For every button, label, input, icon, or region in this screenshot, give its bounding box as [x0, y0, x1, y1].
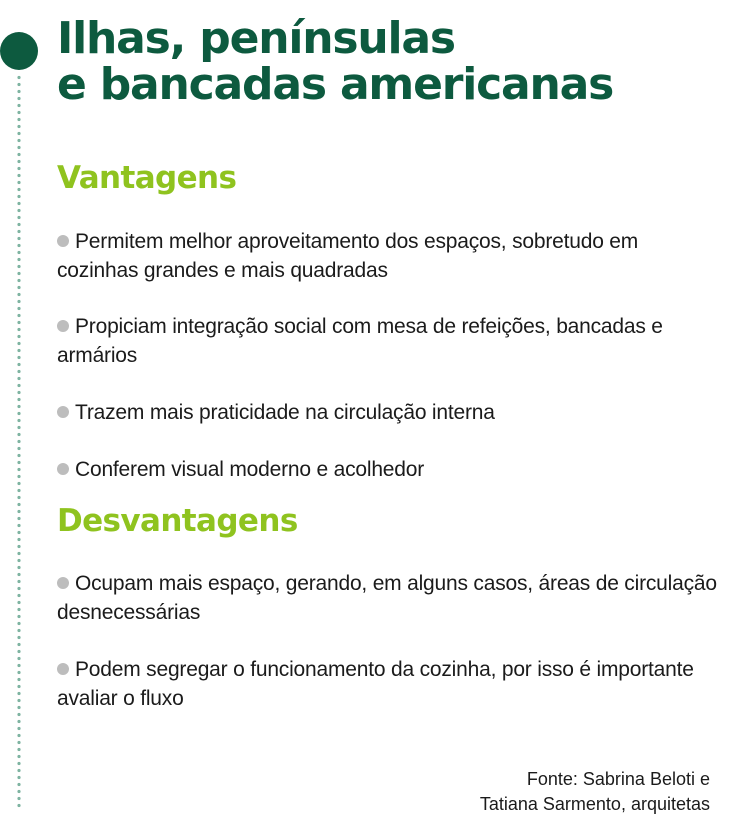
title-line-2: e bancadas americanas: [57, 59, 614, 110]
bullet-icon: [57, 406, 69, 418]
list-item-text: Trazem mais praticidade na circulação interna: [75, 401, 495, 424]
list-item-text: Ocupam mais espaço, gerando, em alguns casos, áreas de circulação desnecessárias: [57, 572, 717, 624]
title-line-1: Ilhas, penínsulas: [57, 13, 455, 64]
list-item-text: Permitem melhor aproveitamento dos espaços, sobretudo em cozinhas grandes e mais quadradas: [57, 230, 639, 282]
list-item-text: Propiciam integração social com mesa de refeições, bancadas e armários: [57, 315, 663, 367]
bullet-icon: [57, 235, 69, 247]
bullet-icon: [57, 320, 69, 332]
list-item: [57, 455, 717, 484]
bullet-icon: [57, 577, 69, 589]
bullet-icon: [57, 463, 69, 475]
timeline-dotted-line: [17, 74, 21, 810]
bullet-icon: [57, 663, 69, 675]
section-heading-desvantagens: Desvantagens: [57, 503, 298, 539]
source-credit: [480, 767, 710, 817]
list-item: [57, 227, 717, 285]
page-title: [57, 13, 747, 110]
section-heading-vantagens: Vantagens: [57, 160, 237, 196]
list-item: [57, 398, 717, 427]
timeline-dot: [0, 32, 38, 70]
list-item: [57, 569, 717, 627]
list-item-text: Podem segregar o funcionamento da cozinha, por isso é importante avaliar o fluxo: [57, 658, 694, 710]
list-item-text: Conferem visual moderno e acolhedor: [75, 458, 425, 481]
source-line-1: Fonte: Sabrina Beloti e: [526, 769, 710, 789]
list-item: [57, 655, 717, 713]
list-item: [57, 312, 717, 370]
source-line-2: Tatiana Sarmento, arquitetas: [479, 794, 710, 814]
